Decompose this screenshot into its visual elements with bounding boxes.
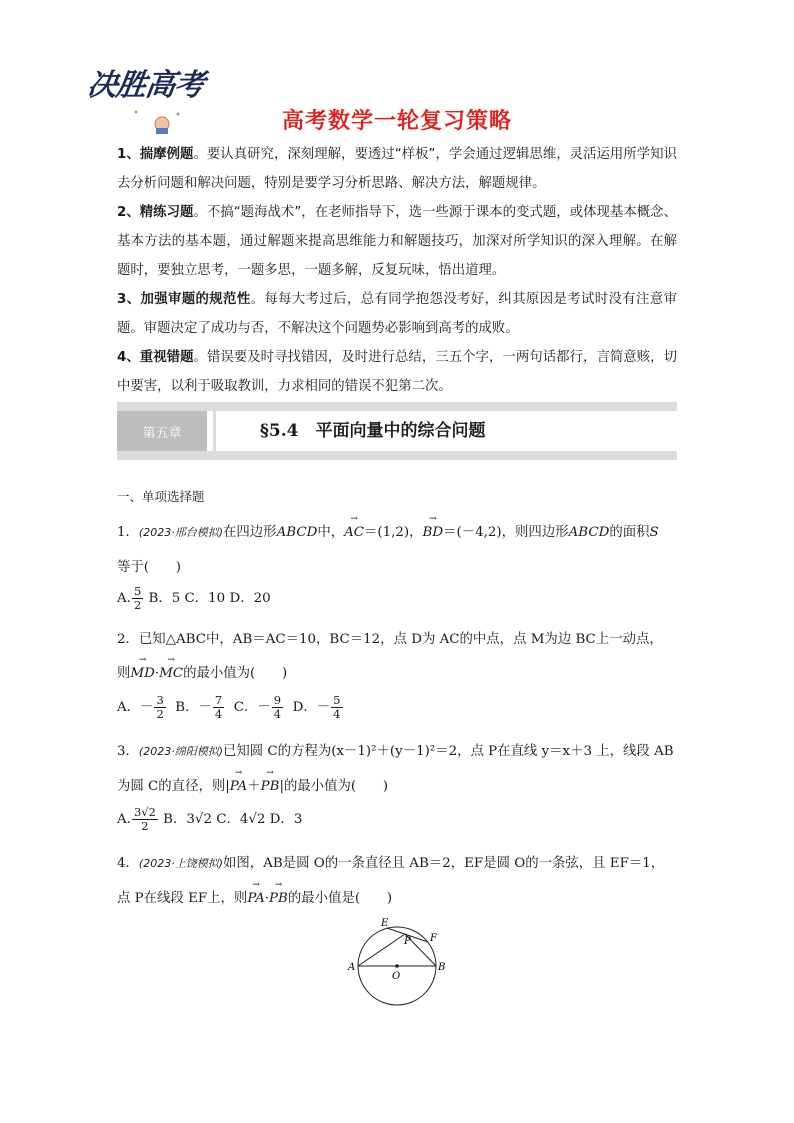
question-text: 的最小值为( ): [183, 666, 288, 681]
question-text: ＝(1,2)，: [364, 525, 423, 540]
circle-diagram-svg: [345, 914, 450, 1014]
label-b: B: [438, 962, 446, 973]
fraction: [132, 806, 158, 833]
option-label: A．－: [117, 700, 154, 715]
math-var: ABCD: [276, 525, 318, 540]
dot-operator: ·: [264, 891, 270, 906]
question-1-options: [117, 585, 679, 612]
circle-diagram: [345, 914, 450, 1014]
options-rest: B．3√2 C．4√2 D．3: [158, 812, 303, 827]
fraction: [213, 694, 224, 721]
question-text: 为圆 C的直径，则|: [117, 779, 230, 794]
fraction: [272, 694, 283, 721]
question-1-line-1: [117, 521, 679, 540]
option-label: B．－: [175, 700, 212, 715]
fraction: [331, 694, 342, 721]
strategy-tips: [117, 140, 677, 401]
question-text: ＝(－4,2)，则四边形: [443, 525, 569, 540]
fraction-denominator: 2: [156, 707, 164, 721]
question-text: 的最小值是( ): [287, 891, 393, 906]
fraction-numerator: 9: [273, 693, 282, 707]
question-3-line-1: [117, 740, 679, 759]
segment-pa: [358, 934, 405, 966]
question-source: (2023·绵阳模拟): [138, 745, 223, 758]
label-a: A: [348, 962, 356, 973]
fraction-numerator: 3√2: [133, 805, 156, 819]
option-label: C．－: [233, 700, 271, 715]
dot-operator: ·: [154, 666, 160, 681]
question-4-line-1: [117, 852, 679, 871]
vector-bd: → BD: [423, 525, 444, 540]
fraction: [132, 585, 143, 612]
vector-pa: → PA: [247, 891, 264, 906]
tip-body: 。每每大考过后，总有同学抱怨没考好，纠其原因是考试时没有注意审题。审题决定了成功与否，不解决这个问题势必影响到高考的成败。: [117, 292, 677, 336]
question-section-heading: 一、单项选择题: [117, 489, 205, 504]
banner-bottom-rule: [117, 451, 677, 460]
tip-item: [117, 343, 677, 401]
options-rest: B．5 C．10 D．20: [144, 591, 271, 606]
fraction-numerator: 5: [333, 693, 341, 707]
tip-heading: 2、精练习题: [117, 205, 194, 220]
fraction-denominator: 4: [214, 707, 223, 721]
option-label: A.: [117, 812, 131, 827]
tip-body: 。不搞“题海战术”，在老师指导下，选一些源于课本的变式题，或体现基本概念、基本方法的基本题，通过解题来提高思维能力和解题技巧，加深对所学知识的深入理解。在解题时，要独立思考，一题多思，一题多解，反复玩味，悟出道理。: [117, 205, 677, 278]
logo-text: 决胜高考: [85, 68, 206, 103]
question-text: 中，: [317, 525, 345, 540]
label-e: E: [381, 918, 389, 929]
tip-item: [117, 198, 677, 285]
fraction-denominator: 4: [273, 707, 282, 721]
question-number: 3．: [117, 744, 139, 759]
question-3-options: [117, 806, 679, 833]
question-2-options: [117, 694, 679, 721]
question-number: 4．: [117, 856, 139, 871]
section-title: §5.4 平面向量中的综合问题: [260, 421, 486, 441]
label-p: P: [404, 936, 411, 947]
fraction-numerator: 5: [133, 584, 142, 598]
label-o: O: [392, 971, 401, 982]
question-text: 的面积: [609, 525, 650, 540]
tip-item: [117, 140, 677, 198]
tip-body: 。要认真研究，深刻理解，要透过“样板”，学会通过逻辑思维，灵活运用所学知识去分析问题和解决问题，特别是要学习分析思路、解决方法，解题规律。: [117, 147, 677, 191]
question-3-line-2: [117, 775, 679, 794]
vector-pa: → PA: [230, 779, 247, 794]
label-f: F: [430, 933, 437, 944]
question-text: 已知圆 C的方程为(x－1)²＋(y－1)²＝2，点 P在直线 y＝x＋3 上，线段 AB: [223, 744, 674, 759]
vector-md: → MD: [130, 666, 154, 681]
question-source: (2023·上饶模拟): [138, 857, 223, 870]
center-point: [395, 964, 399, 968]
tip-body: 。错误要及时寻找错因，及时进行总结，三五个字，一两句话都行，言简意赅，切中要害，以利于吸取教训，力求相同的错误不犯第二次。: [117, 350, 677, 394]
fraction: [154, 694, 165, 721]
question-text: 点 P在线段 EF上，则: [117, 891, 248, 906]
fraction-denominator: 2: [133, 598, 142, 612]
math-var: ABCD: [568, 525, 610, 540]
fraction-denominator: 4: [333, 707, 341, 721]
question-text: 则: [117, 666, 131, 681]
tip-heading: 4、重视错题: [117, 350, 194, 365]
math-var: S: [649, 525, 659, 540]
fraction-denominator: 2: [141, 819, 149, 833]
question-source: (2023·邢台模拟): [138, 526, 223, 539]
tip-heading: 1、揣摩例题: [117, 147, 194, 162]
question-number: 1．: [117, 525, 139, 540]
vector-mc: → MC: [159, 666, 183, 681]
tip-item: [117, 285, 677, 343]
strategy-title: 高考数学一轮复习策略: [281, 109, 512, 134]
question-text: |的最小值为( ): [279, 779, 389, 794]
chapter-banner: [117, 402, 677, 460]
question-4-line-2: [117, 887, 679, 906]
question-1-line-2: 等于( ): [117, 560, 182, 575]
option-label: A.: [117, 591, 131, 606]
vector-pb: → PB: [261, 779, 280, 794]
chapter-tag: 第五章: [117, 411, 207, 451]
question-text: 如图，AB是圆 O的一条直径且 AB＝2，EF是圆 O的一条弦，且 EF＝1，: [223, 856, 665, 871]
banner-separator: [213, 411, 216, 451]
tip-heading: 3、加强审题的规范性: [117, 292, 251, 307]
question-text: 在四边形: [223, 525, 277, 540]
vector-ac: → AC: [344, 525, 364, 540]
plus-operator: ＋: [247, 779, 261, 794]
question-2-line-2: [117, 662, 679, 681]
vector-pb: → PB: [269, 891, 288, 906]
option-label: D．－: [292, 700, 331, 715]
fraction-numerator: 7: [214, 693, 223, 707]
banner-top-rule: [117, 402, 677, 411]
fraction-numerator: 3: [156, 693, 164, 707]
question-2-line-1: 2．已知△ABC中，AB＝AC＝10，BC＝12，点 D为 AC的中点，点 M为边 BC上一动点，: [117, 632, 663, 647]
